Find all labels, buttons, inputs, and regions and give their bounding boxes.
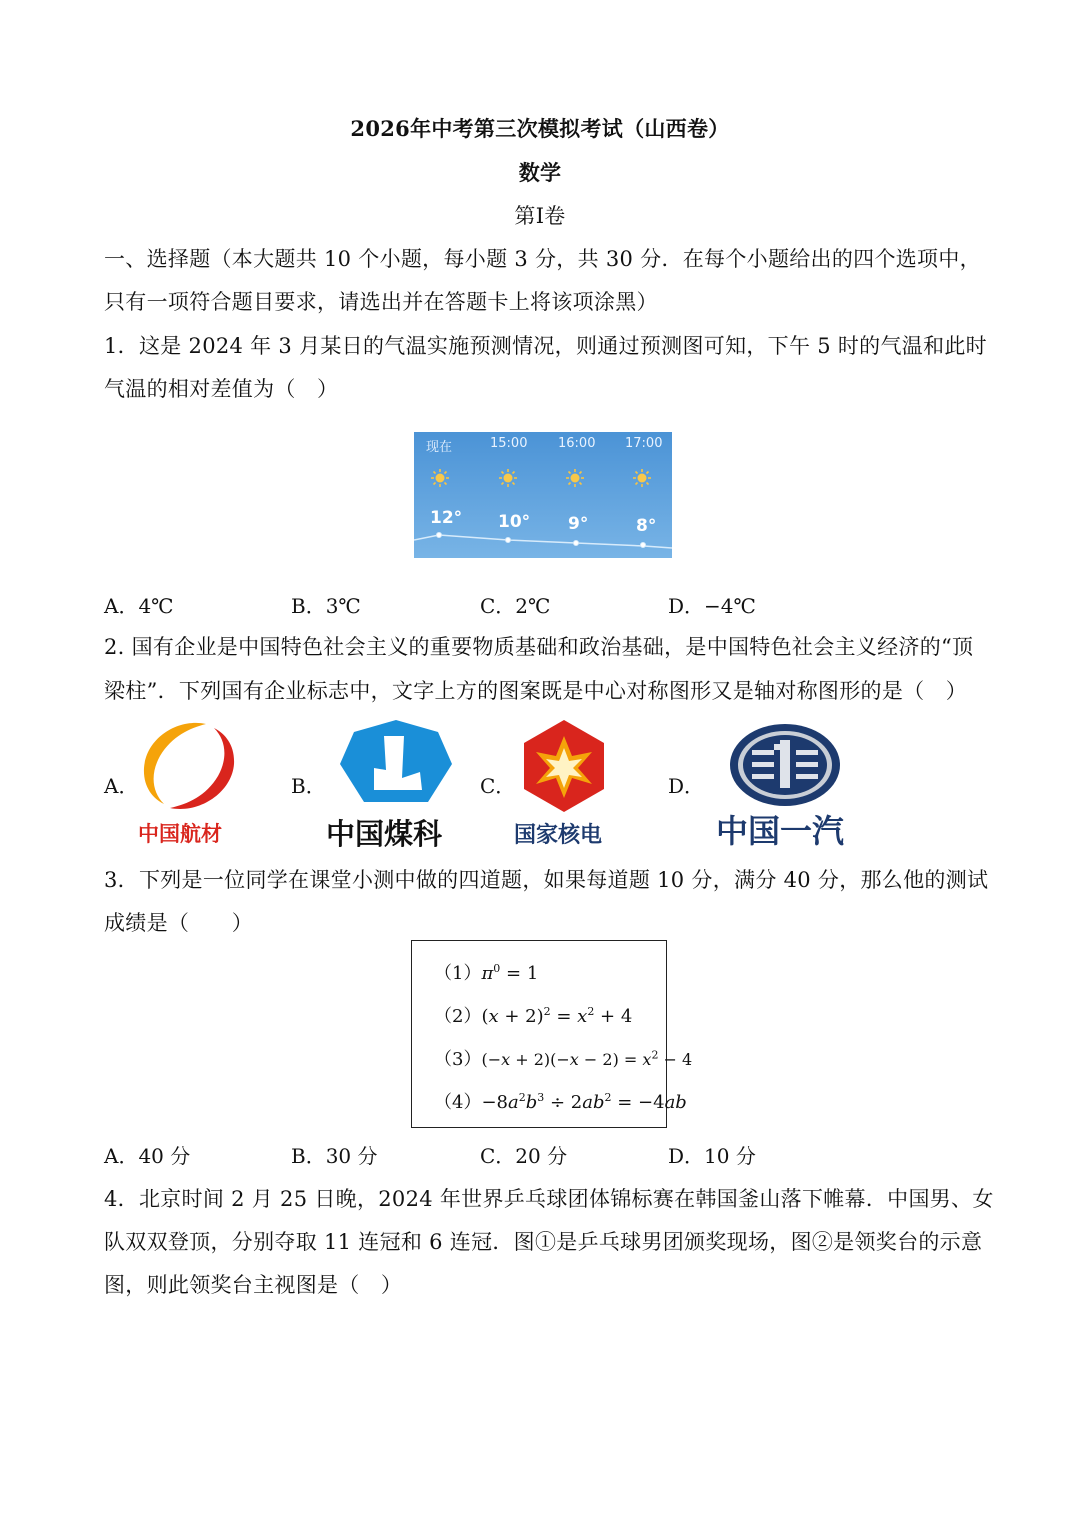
q4-stem-line1: 4．北京时间 2 月 25 日晚，2024 年世界乒乓球团体锦标赛在韩国釜山落下帷幕．中国男、女 — [104, 1187, 994, 1211]
q2-option-a[interactable]: A． — [104, 774, 139, 798]
q2-option-d[interactable]: D． — [668, 774, 705, 798]
faw-logo — [728, 722, 842, 808]
logo-text-a: 中国航材 — [138, 822, 222, 846]
q1-option-c[interactable]: C．2℃ — [480, 594, 551, 618]
q3-option-a[interactable]: A．40 分 — [104, 1144, 191, 1168]
q3-option-b[interactable]: B．30 分 — [291, 1144, 378, 1168]
q2-option-c[interactable]: C． — [480, 774, 516, 798]
weather-temp: 12° — [430, 508, 463, 528]
weather-time: 15:00 — [490, 436, 528, 451]
q2-stem-line1: 2. 国有企业是中国特色社会主义的重要物质基础和政治基础，是中国特色社会主义经济的“顶 — [104, 635, 974, 659]
volume-label: 第Ⅰ卷 — [514, 204, 566, 228]
weather-time: 16:00 — [558, 436, 596, 451]
q3-problem-box — [411, 940, 693, 1128]
state-nuclear-power-logo — [516, 718, 612, 814]
q4-stem-line3: 图，则此领奖台主视图是（ ） — [104, 1273, 403, 1297]
logo-text-d: 中国一汽 — [716, 812, 845, 850]
temperature-trend-line — [414, 432, 672, 558]
weather-time: 17:00 — [625, 436, 663, 451]
weather-temp: 8° — [636, 516, 657, 536]
math-item-4: $(4)-8a^2b^3 \div 2ab^2 = -4ab$ — [434, 1091, 687, 1113]
q3-option-d[interactable]: D．10 分 — [668, 1144, 756, 1168]
q2-option-b[interactable]: B． — [291, 774, 326, 798]
q3-stem-line1: 3．下列是一位同学在课堂小测中做的四道题，如果每道题 10 分，满分 40 分，那么他的测试 — [104, 868, 989, 892]
math-item-3: $(3)(-x + 2)(-x - 2) = x^2 - 4$ — [434, 1048, 693, 1070]
q1-option-a[interactable]: A．4℃ — [104, 594, 174, 618]
q1-option-d[interactable]: D．−4℃ — [668, 594, 756, 618]
math-item-number: （1） — [434, 963, 482, 984]
math-item-1: $(1)\pi^0 = 1$ — [434, 962, 539, 984]
q4-stem-line2: 队双双登顶，分别夺取 11 连冠和 6 连冠．图①是乒乓球男团颁奖现场，图②是领奖台的示意 — [104, 1230, 983, 1254]
weather-temp: 9° — [568, 514, 589, 534]
section-instructions-line2: 只有一项符合题目要求，请选出并在答题卡上将该项涂黑） — [104, 290, 658, 314]
q3-option-c[interactable]: C．20 分 — [480, 1144, 568, 1168]
math-item-number: （3） — [434, 1049, 482, 1070]
logo-text-c: 国家核电 — [514, 823, 603, 848]
math-item-number: （2） — [434, 1006, 482, 1027]
section-instructions-line1: 一、选择题（本大题共 10 个小题，每小题 3 分，共 30 分．在每个小题给出的四个选项中， — [104, 247, 981, 271]
q1-option-b[interactable]: B．3℃ — [291, 594, 361, 618]
math-item-number: （4） — [434, 1092, 482, 1113]
weather-forecast-image — [414, 432, 672, 558]
q2-stem-line2: 梁柱”．下列国有企业标志中，文字上方的图案既是中心对称图形又是轴对称图形的是（ ） — [104, 679, 968, 703]
q3-stem-line2: 成绩是（ ） — [104, 911, 254, 935]
exam-title: 2026年中考第三次模拟考试（山西卷） — [350, 116, 730, 141]
logo-text-b: 中国煤科 — [326, 817, 443, 851]
q1-stem-line1: 1．这是 2024 年 3 月某日的气温实施预测情况，则通过预测图可知，下午 5 时的气温和此时 — [104, 334, 987, 358]
q1-stem-line2: 气温的相对差值为（ ） — [104, 377, 339, 401]
china-coal-tech-logo — [338, 718, 454, 806]
china-aviation-materials-logo — [138, 716, 238, 816]
math-item-2: $(2)(x + 2)^2 = x^2 + 4$ — [434, 1005, 633, 1027]
weather-temp: 10° — [498, 512, 531, 532]
weather-time: 现在 — [426, 440, 453, 455]
subject-title: 数学 — [518, 160, 562, 185]
